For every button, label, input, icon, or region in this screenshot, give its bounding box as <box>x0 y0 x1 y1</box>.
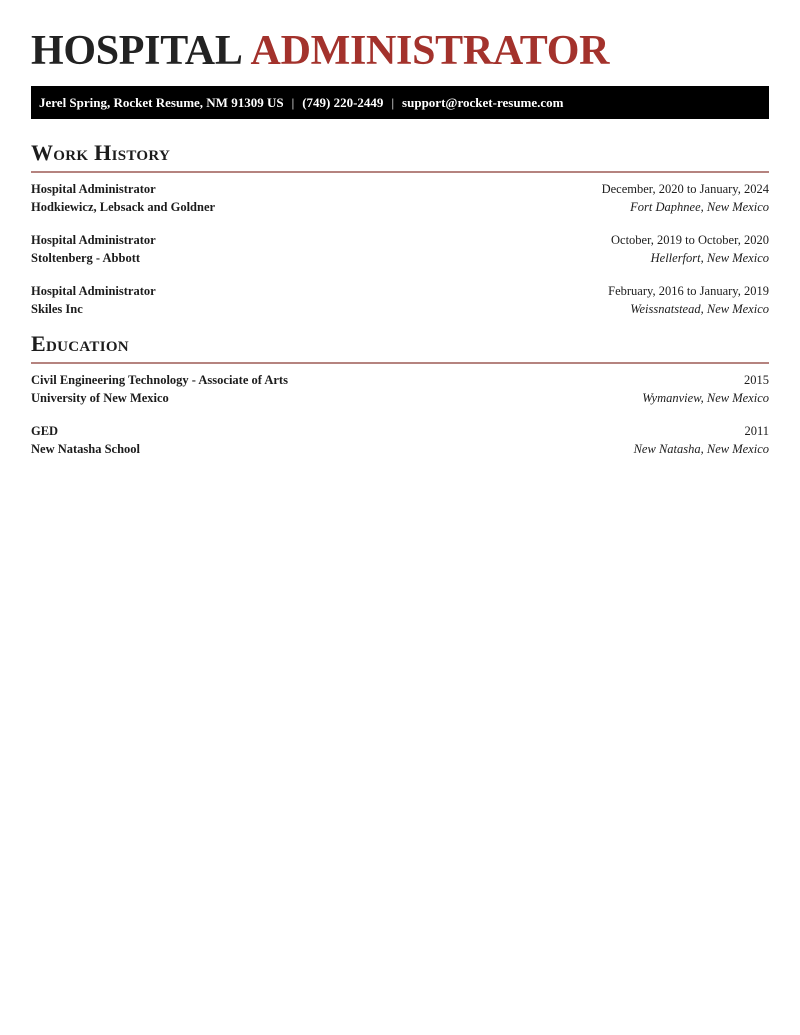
job-dates: October, 2019 to October, 2020 <box>611 233 769 247</box>
job-dates: December, 2020 to January, 2024 <box>601 182 769 196</box>
contact-bar <box>31 86 769 119</box>
job-location: Fort Daphnee, New Mexico <box>630 199 769 214</box>
school-name: University of New Mexico <box>31 390 169 405</box>
job-title: Hospital Administrator <box>31 284 156 298</box>
title-first-word: HOSPITAL <box>31 28 243 74</box>
work-entry <box>31 283 769 318</box>
work-entry <box>31 232 769 267</box>
title-second-word: ADMINISTRATOR <box>250 28 610 74</box>
contact-email: support@rocket-resume.com <box>402 94 564 110</box>
section-title-work-history: Work History <box>31 140 171 165</box>
company-name: Hodkiewicz, Lebsack and Goldner <box>31 199 216 214</box>
resume-title <box>31 28 609 74</box>
section-divider <box>31 362 769 364</box>
section-divider <box>31 171 769 173</box>
section-title-education: Education <box>31 331 129 356</box>
contact-address: Jerel Spring, Rocket Resume, NM 91309 US <box>39 94 284 110</box>
contact-separator: | <box>291 94 295 110</box>
education-entry <box>31 423 769 458</box>
graduation-year: 2011 <box>744 424 769 438</box>
job-dates: February, 2016 to January, 2019 <box>608 284 769 298</box>
job-location: Hellerfort, New Mexico <box>650 250 769 265</box>
company-name: Skiles Inc <box>31 301 83 316</box>
degree-name: GED <box>31 424 59 438</box>
job-location: Weissnatstead, New Mexico <box>630 301 769 316</box>
contact-separator: | <box>391 94 395 110</box>
company-name: Stoltenberg - Abbott <box>31 250 141 265</box>
school-location: New Natasha, New Mexico <box>633 441 769 456</box>
graduation-year: 2015 <box>744 373 769 387</box>
job-title: Hospital Administrator <box>31 233 156 247</box>
work-entry <box>31 181 769 216</box>
school-name: New Natasha School <box>31 441 141 456</box>
education-entry <box>31 372 769 407</box>
job-title: Hospital Administrator <box>31 182 156 196</box>
contact-phone: (749) 220-2449 <box>302 94 384 110</box>
degree-name: Civil Engineering Technology - Associate of Arts <box>31 373 288 387</box>
school-location: Wymanview, New Mexico <box>642 390 769 405</box>
